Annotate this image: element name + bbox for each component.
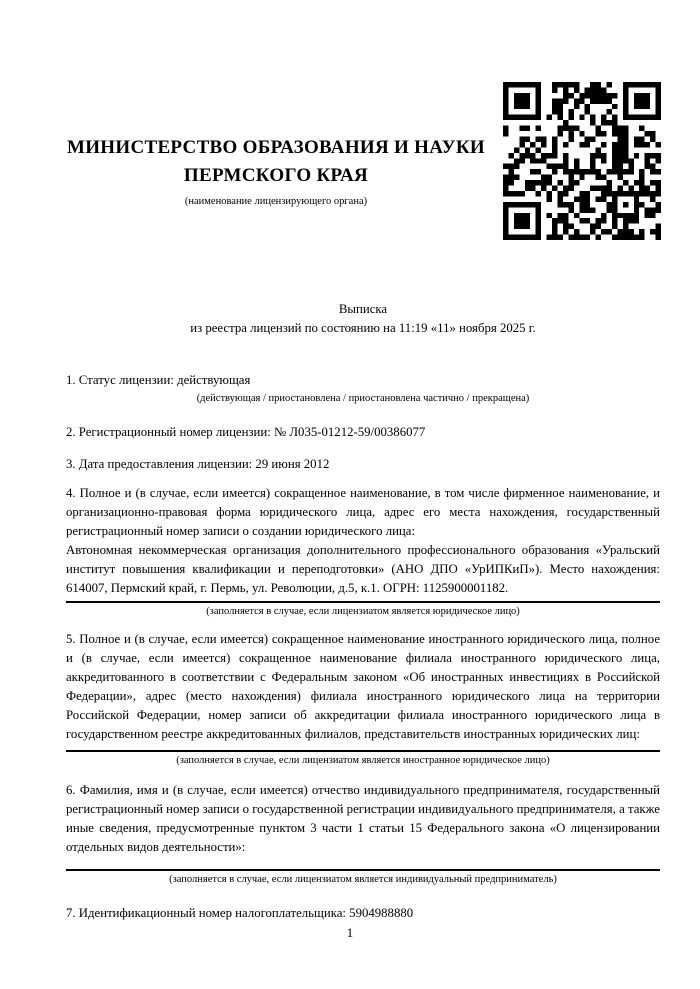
- item-1-license-status: 1. Статус лицензии: действующая: [66, 373, 251, 387]
- item-5-fill-line: [66, 750, 660, 752]
- item-5-foreign-entity-question: 5. Полное и (в случае, если имеется) сокращенное наименование иностранного юридического лица, полное и (в случае, если имеется) сокращенное наименование филиала иностранного юридического лица, аккредитованного в соответствии с Федеральным законом «Об иностранных инвестициях в Российской Федерации», адрес (место нахождения) филиала иностранного юридического лица на территории Российской Федерации, номер записи об аккредитации филиала иностранного юридического лица в государственном реестре аккредитованных филиалов, представительств иностранных юридических лиц:: [66, 632, 660, 741]
- qr-code-icon: [503, 82, 661, 240]
- authority-field-caption: (наименование лицензирующего органа): [184, 196, 368, 207]
- item-3-license-grant-date: 3. Дата предоставления лицензии: 29 июня 2012: [66, 457, 330, 471]
- item-4-fill-caption: (заполняется в случае, если лицензиатом является юридическое лицо): [206, 606, 520, 617]
- item-4-fill-line: [66, 601, 660, 603]
- document-body: [66, 300, 660, 923]
- item-7-taxpayer-number: 7. Идентификационный номер налогоплательщика: 5904988880: [66, 906, 414, 920]
- item-4-legal-entity-answer: Автономная некоммерческая организация дополнительного профессионального образования «Уральский институт повышения квалификации и переподготовки» (АНО ДПО «УрИПКиП»). Место нахождения: 614007, Пермский край, г. Пермь, ул. Революции, д.5, к.1. ОГРН: 1125900001182.: [66, 543, 660, 595]
- licensing-authority-header: [45, 134, 507, 208]
- page-number: 1: [346, 926, 354, 940]
- item-6-fill-caption: (заполняется в случае, если лицензиатом является индивидуальный предприниматель): [169, 874, 557, 885]
- document-title-line2: из реестра лицензий по состоянию на 11:19 «11» ноября 2025 г.: [190, 321, 536, 335]
- item-2-registration-number: 2. Регистрационный номер лицензии: № Л035-01212-59/00386077: [66, 425, 426, 439]
- document-title-line1: Выписка: [338, 302, 388, 316]
- item-5-fill-caption: (заполняется в случае, если лицензиатом является иностранное юридическое лицо): [176, 755, 550, 766]
- item-6-entrepreneur-question: 6. Фамилия, имя и (в случае, если имеется) отчество индивидуального предпринимателя, государственный регистрационный номер записи о государственной регистрации индивидуального предпринимателя, а также иные сведения, предусмотренные пунктом 3 части 1 статьи 15 Федерального закона «О лицензировании отдельных видов деятельности»:: [66, 783, 660, 854]
- ministry-name-line2: ПЕРМСКОГО КРАЯ: [183, 165, 369, 186]
- ministry-name-line1: МИНИСТЕРСТВО ОБРАЗОВАНИЯ И НАУКИ: [66, 137, 486, 158]
- item-1-status-options-caption: (действующая / приостановлена / приостановлена частично / прекращена): [196, 393, 530, 404]
- item-6-fill-line: [66, 869, 660, 871]
- item-4-legal-entity-question: 4. Полное и (в случае, если имеется) сокращенное наименование, в том числе фирменное наименование, и организационно-правовая форма юридического лица, адрес его места нахождения, государственный регистрационный номер записи о создании юридического лица:: [66, 486, 660, 538]
